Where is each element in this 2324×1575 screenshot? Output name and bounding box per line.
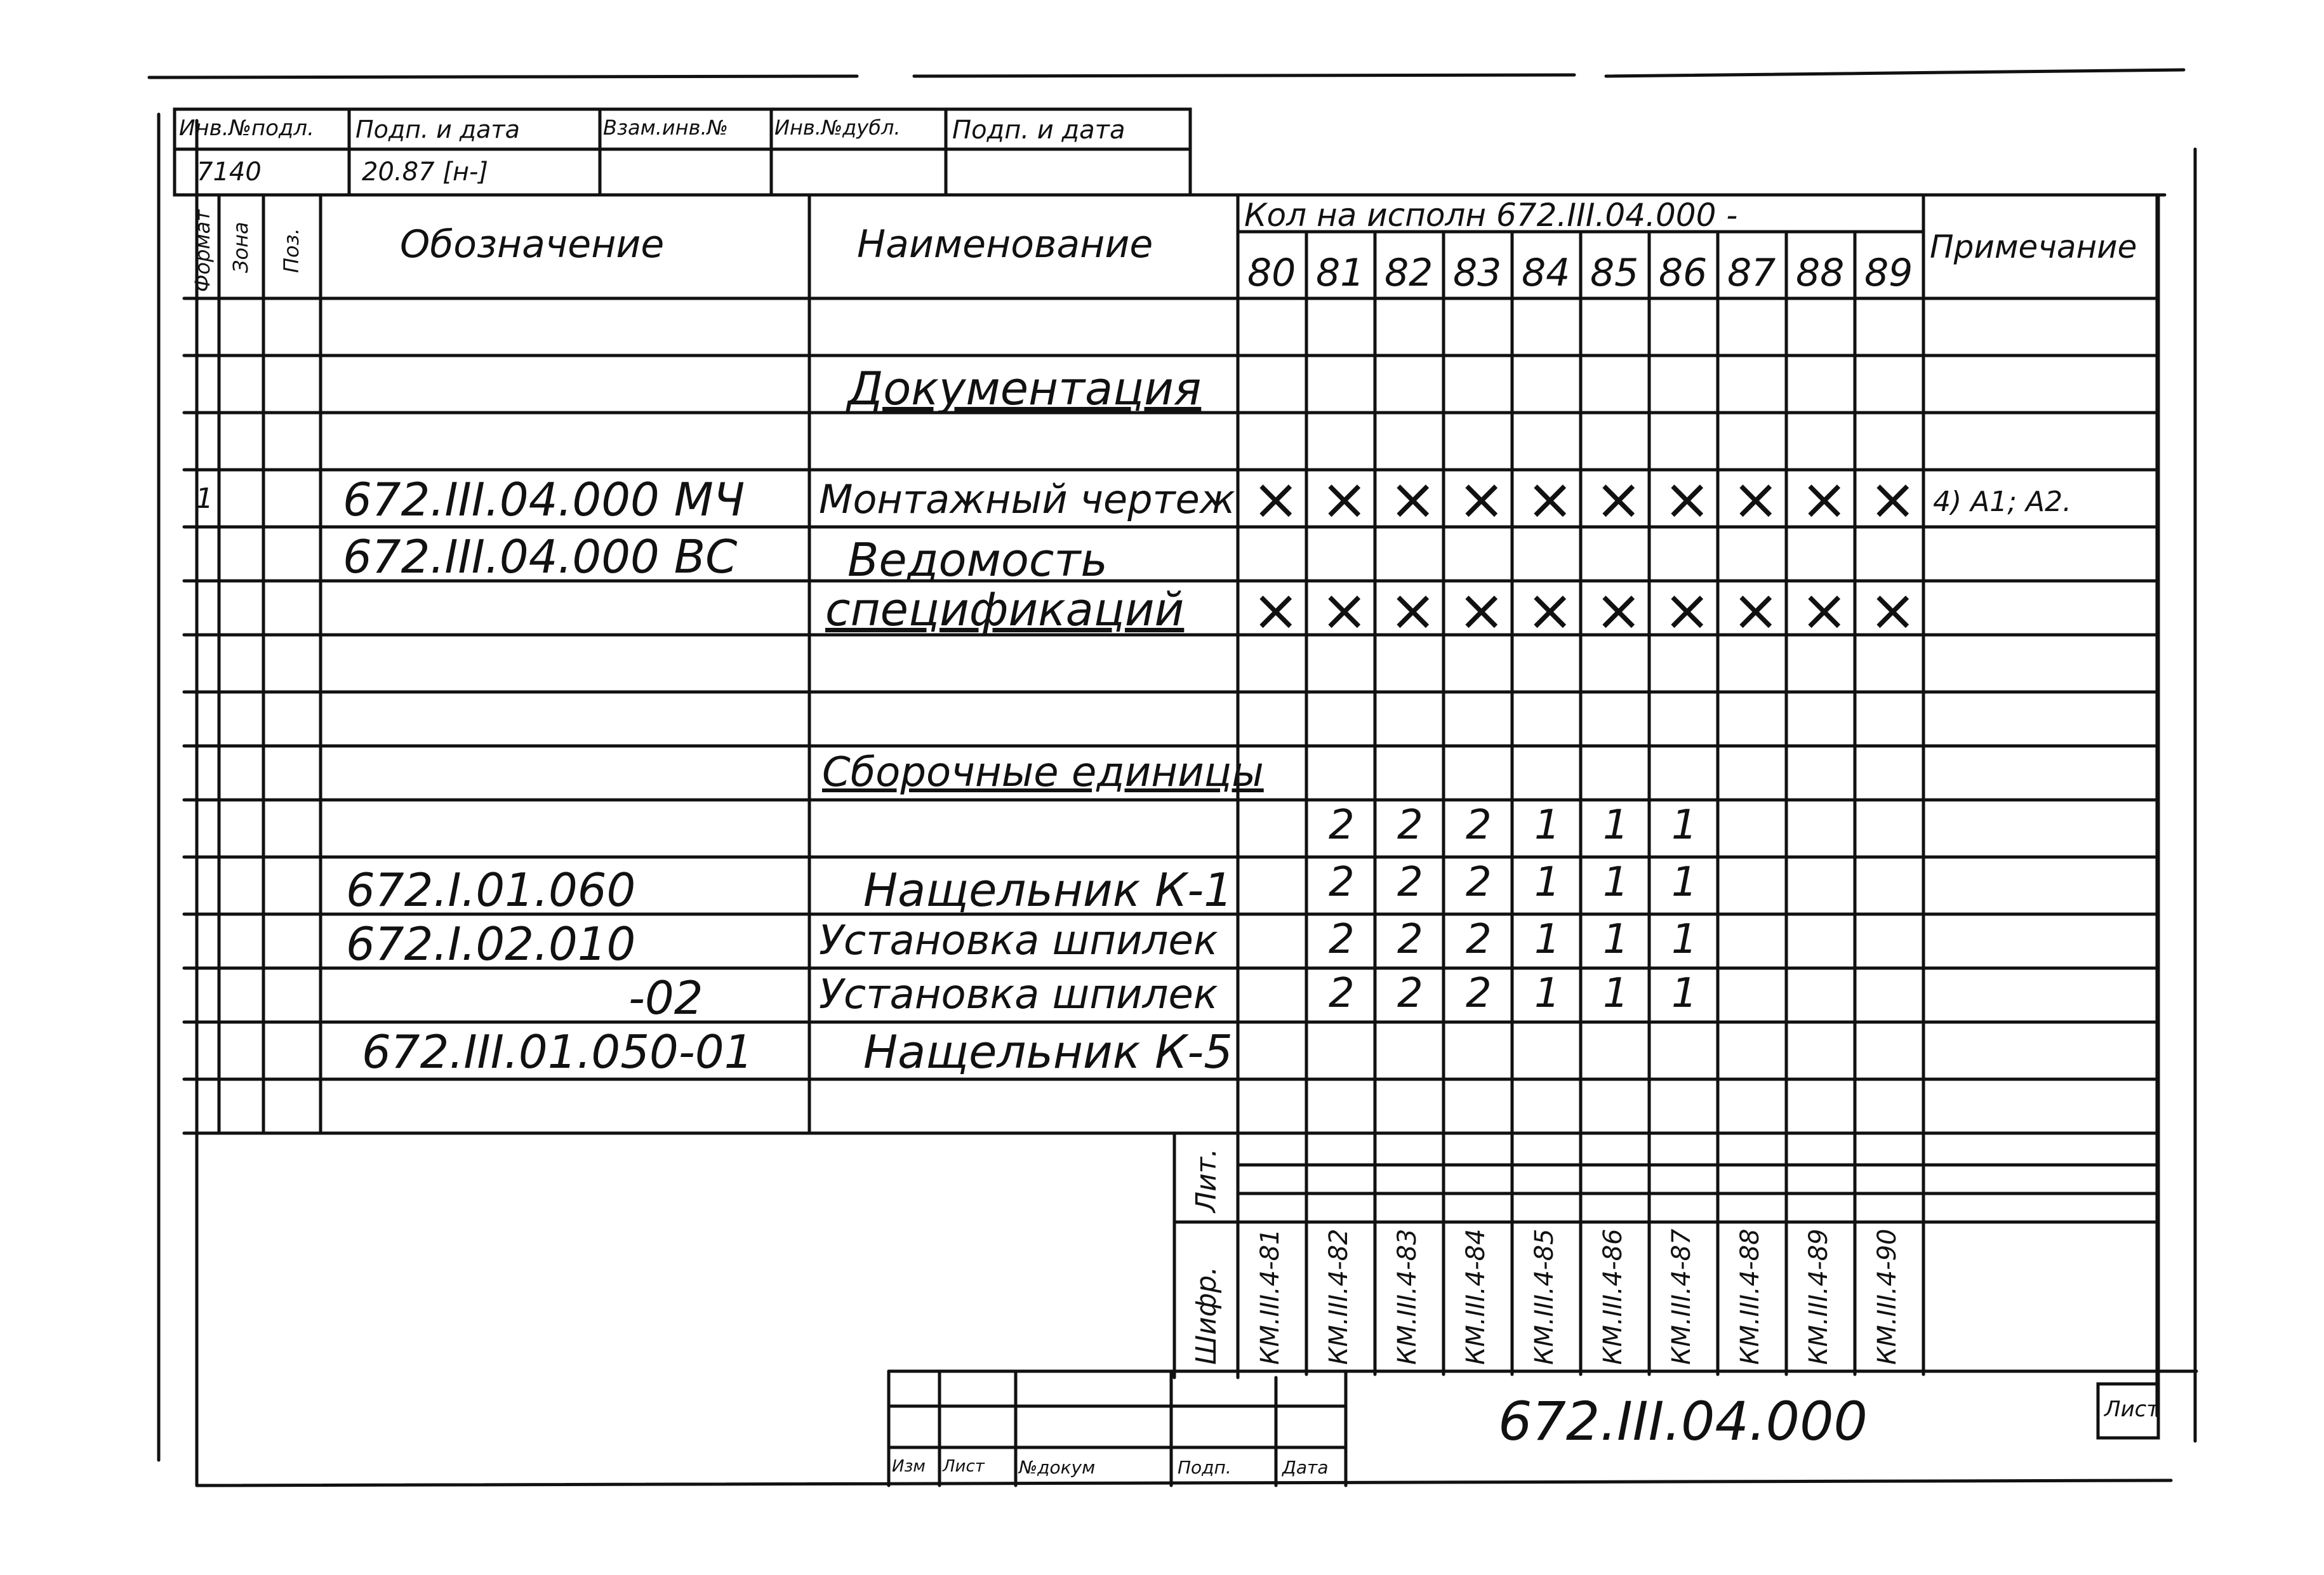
column-format-label: Формат: [190, 209, 215, 292]
variant-code: КМ.III.4-84: [1461, 1228, 1491, 1365]
qty-cell-value: ×: [1732, 577, 1780, 644]
qty-cell-value: ×: [1595, 466, 1643, 533]
variant-code: КМ.III.4-88: [1736, 1228, 1765, 1365]
qty-cell-value: ×: [1320, 466, 1369, 533]
variant-86: 86: [1659, 251, 1708, 295]
column-designation-label: Обозначение: [400, 222, 665, 267]
row-name: Установка шпилек: [819, 917, 1218, 964]
row-name: спецификаций: [825, 583, 1185, 636]
qty-cell-value: 2: [1329, 970, 1355, 1017]
qty-cell-value: 1: [1534, 970, 1560, 1017]
stamp-header-sign-date: Подп. и дата: [355, 116, 520, 143]
document-number: 672.III.04.000: [1498, 1390, 1868, 1452]
variant-83: 83: [1453, 251, 1502, 295]
title-block-signature: Подп.: [1178, 1457, 1232, 1478]
section-heading-assembly: Сборочные единицы: [822, 749, 1264, 796]
qty-cell-value: ×: [1320, 577, 1369, 644]
variant-85: 85: [1590, 251, 1639, 295]
column-notes-label: Примечание: [1930, 229, 2137, 265]
variant-81: 81: [1316, 251, 1365, 295]
row-designation: -02: [628, 971, 703, 1025]
column-pos-label: Поз.: [279, 228, 303, 273]
column-zone-label: Зона: [229, 222, 253, 273]
qty-cell-value: 2: [1329, 859, 1355, 906]
qty-cell-value: 1: [1671, 970, 1697, 1017]
row-name: Установка шпилек: [819, 971, 1218, 1018]
qty-cell-value: 1: [1671, 802, 1697, 849]
variant-code: КМ.III.4-83: [1393, 1228, 1422, 1365]
sheet-label: Лист: [2104, 1397, 2160, 1422]
title-block-change: Изм: [892, 1457, 926, 1476]
qty-cell-value: ×: [1526, 466, 1574, 533]
qty-cell-value: 2: [1466, 859, 1492, 906]
row-designation: 672.III.04.000 МЧ: [343, 473, 745, 526]
qty-cell-value: ×: [1457, 577, 1506, 644]
stamp-header-replace: Взам.инв.№: [603, 116, 728, 140]
lit-label: Лит.: [1190, 1148, 1223, 1213]
qty-cell-value: 2: [1329, 916, 1355, 963]
title-block-docnum: №докум: [1019, 1457, 1096, 1478]
variant-code: КМ.III.4-81: [1256, 1228, 1285, 1365]
variant-87: 87: [1727, 251, 1776, 295]
stamp-value-inv: 7140: [197, 157, 262, 187]
variant-80: 80: [1247, 251, 1296, 295]
qty-cell-value: ×: [1800, 577, 1849, 644]
qty-cell-value: 2: [1397, 859, 1423, 906]
variant-code: КМ.III.4-90: [1873, 1228, 1902, 1365]
qty-cell-value: 1: [1534, 802, 1560, 849]
qty-cell-value: ×: [1869, 577, 1917, 644]
variant-82: 82: [1384, 251, 1433, 295]
title-block-sheet: Лист: [943, 1457, 985, 1476]
stamp-header-inv: Инв.№подл.: [179, 116, 314, 141]
qty-cell-value: 1: [1671, 859, 1697, 906]
qty-cell-value: 1: [1534, 916, 1560, 963]
qty-cell-value: ×: [1800, 466, 1849, 533]
qty-cell-value: 1: [1603, 859, 1629, 906]
qty-cell-value: ×: [1663, 466, 1711, 533]
qty-cell-value: 2: [1329, 802, 1355, 849]
qty-cell-value: ×: [1252, 466, 1300, 533]
row-note: 4) А1; А2.: [1933, 486, 2072, 518]
qty-cell-value: ×: [1526, 577, 1574, 644]
qty-cell-value: 2: [1397, 916, 1423, 963]
row-designation: 672.III.04.000 ВС: [343, 530, 738, 583]
qty-cell-value: 1: [1671, 916, 1697, 963]
qty-cell-value: ×: [1389, 466, 1437, 533]
qty-cell-value: ×: [1869, 466, 1917, 533]
qty-cell-value: 1: [1603, 802, 1629, 849]
code-label: Шифр.: [1190, 1266, 1223, 1365]
row-format: 1: [196, 482, 213, 515]
qty-cell-value: 2: [1466, 916, 1492, 963]
variant-code: КМ.III.4-85: [1530, 1228, 1559, 1365]
qty-cell-value: 1: [1603, 970, 1629, 1017]
qty-cell-value: 2: [1466, 802, 1492, 849]
variant-code: КМ.III.4-89: [1804, 1228, 1833, 1365]
stamp-header-dup: Инв.№дубл.: [774, 116, 901, 140]
stamp-value-date: 20.87 [н-]: [362, 157, 489, 187]
row-designation: 672.I.02.010: [346, 917, 636, 971]
qty-header-label: Кол на исполн 672.III.04.000 -: [1244, 197, 1738, 234]
column-name-label: Наименование: [857, 222, 1153, 267]
row-name: Нащельник К-5: [863, 1025, 1233, 1079]
qty-cell-value: ×: [1595, 577, 1643, 644]
row-designation: 672.III.01.050-01: [362, 1025, 754, 1079]
row-name: Монтажный чертеж: [819, 476, 1235, 522]
variant-code: КМ.III.4-87: [1667, 1228, 1696, 1365]
variant-89: 89: [1864, 251, 1913, 295]
stamp-header-sign-date-2: Подп. и дата: [952, 116, 1125, 145]
section-heading-documentation: Документация: [847, 362, 1202, 415]
qty-cell-value: 2: [1397, 802, 1423, 849]
row-designation: 672.I.01.060: [346, 863, 636, 917]
qty-cell-value: ×: [1732, 466, 1780, 533]
variant-code: КМ.III.4-82: [1324, 1228, 1353, 1365]
row-name: Ведомость: [847, 533, 1108, 587]
variant-84: 84: [1522, 251, 1570, 295]
qty-cell-value: ×: [1457, 466, 1506, 533]
row-name: Нащельник К-1: [863, 863, 1233, 917]
qty-cell-value: ×: [1663, 577, 1711, 644]
qty-cell-value: ×: [1389, 577, 1437, 644]
qty-cell-value: 1: [1534, 859, 1560, 906]
qty-cell-value: 1: [1603, 916, 1629, 963]
qty-cell-value: 2: [1397, 970, 1423, 1017]
title-block-date: Дата: [1282, 1457, 1329, 1478]
qty-cell-value: 2: [1466, 970, 1492, 1017]
variant-88: 88: [1796, 251, 1845, 295]
variant-code: КМ.III.4-86: [1598, 1228, 1628, 1365]
qty-cell-value: ×: [1252, 577, 1300, 644]
